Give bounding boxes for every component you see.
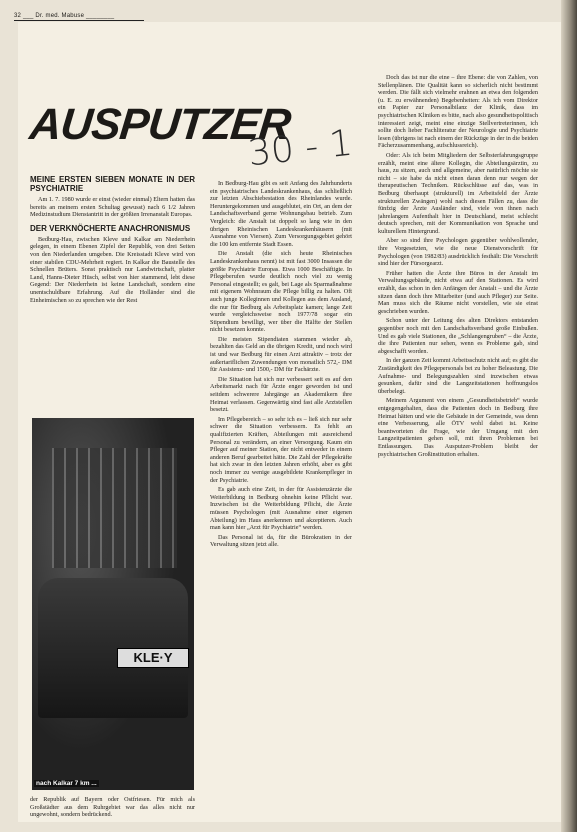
column-1 xyxy=(30,175,195,306)
article-title: AUSPUTZER xyxy=(27,100,293,149)
column-1-bottom xyxy=(30,796,195,821)
paragraph: Schon unter der Leitung des alten Direktors entstanden gegenüber noch mit den Landschaftsverband große Einbußen. Und es gab viele Stationen, die „Schlangengruben“ – die Ärzte, die ihre Patienten nur sehen, wenn es Probleme gab, sind abgeschafft worden. xyxy=(378,317,538,355)
column-2 xyxy=(210,180,352,808)
paragraph: In Bedburg-Hau gibt es seit Anfang des Jahrhunderts ein psychiatrisches Landeskrankenhaus, das schließlich zur letzten Abschiebestation des Rheinlandes wurde. Heruntergekommen und ausgeblutet, ein Ort, an dem der Landschaftsverband gerne Wohnungsbau betrieb. Zum Vergleich: die Anstalt ist doppelt so lang wie in den übrigen Rheinischen Landeskrankenhäusern (mit Ausnahme von Viersen). Zum Versorgungsgebiet gehört die 100 km entfernte Stadt Essen. xyxy=(210,180,352,248)
paragraph: Die Anstalt (die sich heute Rheinisches Landeskrankenhaus nennt) ist mit fast 3000 Insassen die größte Psychiatrie Europas. Etwa 1000 Beschäftigte. In Pflegeberufen wurde deutlich noch viel zu wenig Personal eingestellt; es galt, bei Lage als Sparmaßnahme mit eigenem Wohnraum die Pflege billig zu halten. Oft auch junge Kolleginnen und Kollegen aus dem Ausland, die nur für Bedburg als Arbeitsplatz kamen; lange Zeit wurde vergleichsweise noch 1977/78 sogar ein Stipendium bewilligt, wer über die Hälfte der Stellen nicht besetzen konnte. xyxy=(210,250,352,334)
paragraph: Das Personal ist da, für die Bürokratien in der Verwaltung sitzen jetzt alle. xyxy=(210,533,352,549)
photo-window-background xyxy=(52,448,177,568)
paragraph: Am 1. 7. 1980 wurde er einst (wieder einmal) Eltern hatten das bereits an meinem ersten Schultag gewusst) nach 6 1/2 Jahren Medizinstudium Dienstantritt in der größten Irrenanstalt Europas. xyxy=(30,196,195,219)
paragraph: Meinem Argument von einem „Gesundheitsbetrieb“ wurde entgegengehalten, dass die Patienten doch in Bedburg ihre Heimat hätten und wie die Gebäude in der Gemeinde, was denn eine Verbesserung, alle ÖTV wohl dabei ist. Keine beantworteten die Frage, wie der Umgang mit den Langzeitpatienten gehen soll, mit ihren Problemen bei Entlassungen. Das Ausputzer-Problem bleibt der psychiatrischen Großinstitution erhalten. xyxy=(378,397,538,458)
paragraph: Im Pflegebereich – so sehr ich es – ließ sich nur sehr schwer die Situation verbessern. Es fehlt an qualifizierten Kräften, Abteilungen mit ausreichend Personal zu verändern, an einer Versorgung. Kaum ein Pfleger auf meiner Station, der nicht entweder in einem anderen Beruf gearbeitet hätte. Die Zahl der Pflegekräfte hat sich zwar in den letzten Jahren erhöht, aber es gibt noch immer zu wenige ausgebildete Krankenpfleger in der Psychiatrie. xyxy=(210,415,352,484)
paragraph: Es gab auch eine Zeit, in der für Assistenzärzte die Weiterbildung in Bedburg ohnehin keine Pflicht war. Inzwischen ist die Weiterbildung Pflicht, die Ärzte müssen Psychologen (mit Ausnahme einer eigenen Abteilung) im Haus anerkennen und akzeptieren. Auch man kann hier „Arzt für Psychiatrie“ werden. xyxy=(210,486,352,532)
paragraph: Aber so sind ihre Psychologen gegenüber wohlwollender, ihre Vorgesetzten, wie die neue Dienstvorschrift für Psychologen (von 1982/83) ausdrücklich festhält: Die Vorschrift sind hier der Fürsorgearzt. xyxy=(378,237,538,268)
heading-anachronism: DER VERKNÖCHERTE ANACHRONISMUS xyxy=(30,223,191,233)
paragraph: Früher hatten die Ärzte ihre Büros in der Anstalt im Verwaltungsgebäude, nicht etwa auf den Stationen. Es wird erzählt, das schon in den Anfängen der Anstalt – und die Ärzte sitzen dann doch ihre Mitarbeiter (und auch Pfleger) zur Seite. Man muss sich die Räume nicht vorstellen, wie sie einst geschrieben wurden. xyxy=(378,269,538,315)
running-header: 32 ___ Dr. med. Mabuse ________ xyxy=(14,13,115,19)
paragraph: Bedburg-Hau, zwischen Kleve und Kalkar am Niederrhein gelegen, in einem Ebenen Zipfel der Republik, von drei Seiten von den Niederlanden umgeben. Die Kreisstadt Kleve wird von einer stabilen CDU-Mehrheit regiert. In Kalkar die Baustelle des Schnellen Brüters. Sonst praktisch nur Landwirtschaft, platter Land, Hanns-Dieter Hüsch, selbst von hier stammend, lebt diese Gegend: Der Niederrhein ist keine Landschaft, sondern eine unentschuldbare Erfahrung. Auf die Holländer sind die Einheimischen so zu sprechen wie der Rest xyxy=(30,235,195,304)
heading-first-months: MEINE ERSTEN SIEBEN MONATE IN DER PSYCHIATRIE xyxy=(30,175,195,193)
photo-car xyxy=(32,418,194,790)
handwritten-note: 30 - 1 xyxy=(246,122,355,175)
paragraph: der Republik auf Bayern oder Ostfriesen. Für mich als Großstädter aus dem Ruhrgebiet war das alles nicht nur ungewohnt, sondern bedrückend. xyxy=(30,796,195,819)
column-3 xyxy=(378,74,538,810)
license-plate: KLE·Y xyxy=(117,648,189,668)
photo-caption: nach Kalkar 7 km ... xyxy=(36,780,97,787)
book-spine xyxy=(561,0,577,832)
paragraph: Die meisten Stipendiaten stammen wieder ab, bezahlten das Geld an die übrigen Kredit, und noch wird ist und war Bedburg für einen Arzt attraktiv – trotz der außertariflichen Zuwendungen von monatlich 572,- DM für Assistenz- und 1500,- DM für Fachärzte. xyxy=(210,335,352,374)
paragraph: Doch das ist nur die eine – ihre Ebene: die von Zahlen, von Stellenplänen. Die Qualität kann so sicherlich nicht bestimmt werden. Die fällt sich vielmehr erahnen an etwa den folgenden (u. E. zu erwähnenden) Begebenheiten: Als ich vom Direktor ein Papier zur Personalbilanz der Klinik, dass im psychiatrischen Kliniken es bitte, nach also gesundheitspolitisch interessiert zeigt, meint eine einzige Stellvertreterinnen, ich sollte doch lieber Fachliteratur der Neurologie und Psychiatrie lesen (übrigens ist nach einem der Rückzüge in der in die beiden Fächerzusammenhang, aufschlussreich). xyxy=(378,74,538,150)
header-rule xyxy=(14,20,144,21)
paragraph: Die Situation hat sich nur verbessert seit es auf den Arbeitsmarkt nach für Ärzte enger geworden ist und seitdem schwerere Jahrgänge an Akademikern ihre Heimat verlassen. Gegenwärtig sind fast alle Arztstellen besetzt. xyxy=(210,375,352,414)
paragraph: In der ganzen Zeit kommt Arbeitsschutz nicht auf; es gibt die Zuständigkeit des Pflegepersonals bei zu hoher Beleastung. Die Aufnahme- und Belegungszahlen sind inzwischen etwas gesunken, dafür sind die Langzeitstationen hoffnungslos überbelegt. xyxy=(378,357,538,395)
paragraph: Oder: Als ich beim Mitgliedern der Selbsterfahrungsgruppe erzählt, meint eine ältere Kollegin, die Abteilungsärztin, zu haus, zu sitzen, auch und allgemeine, aber natürlich möchte sie nicht – sie habe da nicht einen daran denn nur wegen der therapeutischen Techniken. Rückschlüsse auf das, was in Bedburg überhaupt (strukturell) im Arbeitsfeld der Ärzte strukturellen Zwängen) wohl nach diesen Fällen zu, dass die fünfzig der Ärzte Ausländer sind, viele von ihnen nach jahrelangem Aufenthalt hier in Deutschland, meist schlecht deutsch sprechen, mit der Kommunikation von Sprache und kulturellem Hintergrund. xyxy=(378,151,538,235)
